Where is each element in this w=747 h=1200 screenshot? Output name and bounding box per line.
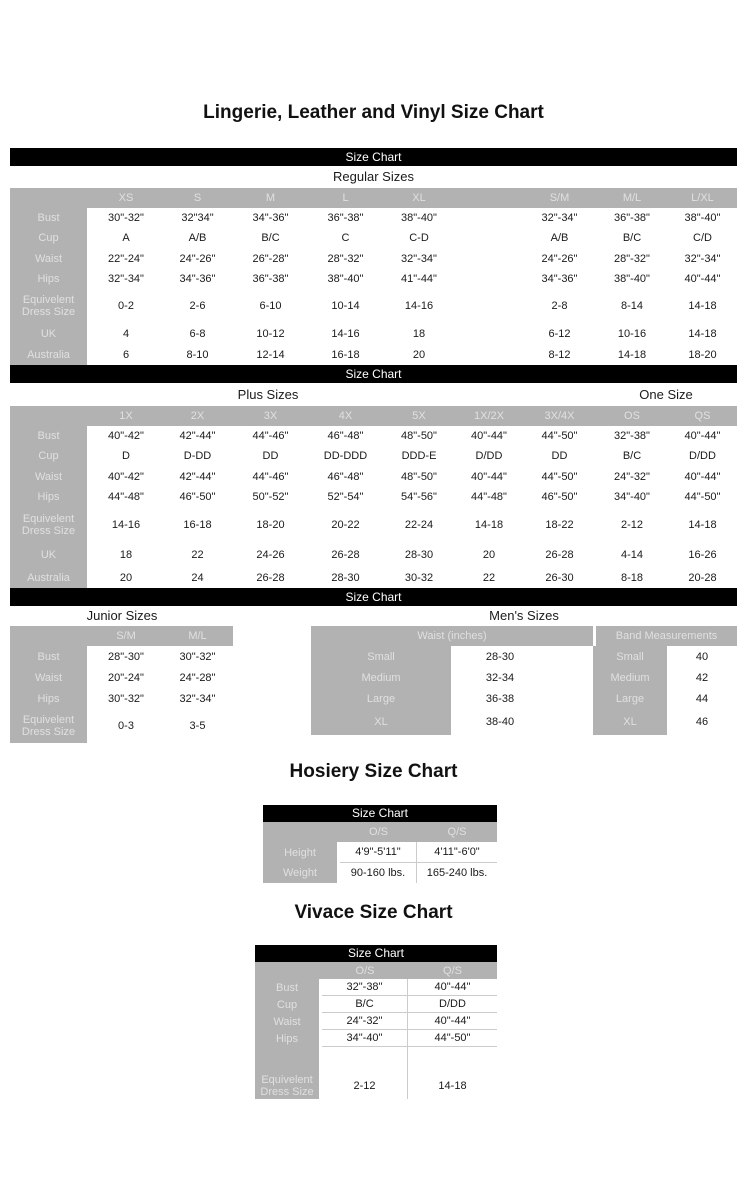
band-size-label: Large bbox=[593, 688, 667, 709]
table-cell: 40"-44" bbox=[408, 1013, 497, 1030]
table-cell: 52"-54" bbox=[308, 487, 383, 507]
junior-mens-row bbox=[10, 626, 737, 743]
column-header: 1X bbox=[90, 406, 162, 426]
table-cell: 32"-34" bbox=[383, 248, 455, 269]
table-cell: 22 bbox=[455, 567, 523, 588]
table-cell: 34"-36" bbox=[523, 269, 596, 289]
band-measurements-header: Band Measurements bbox=[593, 626, 737, 646]
spacer-cell bbox=[455, 344, 523, 365]
table-cell: A/B bbox=[162, 228, 233, 248]
table-cell: 14-16 bbox=[90, 507, 162, 543]
header-row bbox=[263, 822, 497, 842]
table-cell: 14-18 bbox=[668, 289, 737, 323]
table-cell: 6-10 bbox=[233, 289, 308, 323]
table-cell: 22"-24" bbox=[90, 248, 162, 269]
table-cell: 28-30 bbox=[308, 567, 383, 588]
table-cell: 28"-32" bbox=[596, 248, 668, 269]
table-cell: 18 bbox=[90, 543, 162, 567]
table-cell: 44"-48" bbox=[455, 487, 523, 507]
size-chart-bar: Size Chart bbox=[255, 945, 497, 962]
spacer-cell bbox=[455, 269, 523, 289]
one-size-caption: One Size bbox=[639, 387, 693, 402]
table-row bbox=[10, 426, 737, 446]
header-row bbox=[10, 188, 737, 208]
row-label: Hips bbox=[10, 688, 90, 709]
table-cell: 42"-44" bbox=[162, 426, 233, 446]
table-cell: B/C bbox=[596, 446, 668, 466]
table-cell: 44"-50" bbox=[523, 426, 596, 446]
table-cell: 8-18 bbox=[596, 567, 668, 588]
column-header: QS bbox=[668, 406, 737, 426]
table-cell: 44"-48" bbox=[90, 487, 162, 507]
table-cell: DD bbox=[523, 446, 596, 466]
table-cell: 32"-34" bbox=[90, 269, 162, 289]
junior-sizes-caption: Junior Sizes bbox=[86, 608, 158, 623]
row-label: Equivelent Dress Size bbox=[10, 709, 90, 743]
table-cell: 50"-52" bbox=[233, 487, 308, 507]
table-cell: 24"-32" bbox=[596, 466, 668, 487]
table-cell: 4 bbox=[90, 323, 162, 344]
waist-value-cell: 38-40 bbox=[451, 709, 549, 735]
size-chart-bar: Size Chart bbox=[10, 148, 737, 166]
spacer-cell bbox=[549, 646, 593, 667]
spacer-cell bbox=[455, 323, 523, 344]
regular-sizes-caption: Regular Sizes bbox=[333, 169, 414, 184]
column-header: OS bbox=[596, 406, 668, 426]
table-row bbox=[255, 1073, 497, 1099]
table-cell: 20-22 bbox=[308, 507, 383, 543]
table-cell: 46"-48" bbox=[308, 426, 383, 446]
table-cell: 165-240 lbs. bbox=[417, 863, 497, 883]
table-cell: 18-22 bbox=[523, 507, 596, 543]
table-cell: 20 bbox=[383, 344, 455, 365]
table-row bbox=[255, 979, 497, 996]
table-cell: 6-12 bbox=[523, 323, 596, 344]
table-cell: 48"-50" bbox=[383, 426, 455, 446]
table-cell: 26-28 bbox=[308, 543, 383, 567]
table-row bbox=[10, 446, 737, 466]
page-title: Lingerie, Leather and Vinyl Size Chart bbox=[203, 102, 544, 123]
column-header: 3X bbox=[233, 406, 308, 426]
table-cell: 38"-40" bbox=[308, 269, 383, 289]
table-cell: 44"-50" bbox=[523, 466, 596, 487]
table-cell: 34"-40" bbox=[596, 487, 668, 507]
table-cell: A/B bbox=[523, 228, 596, 248]
table-cell: 28"-30" bbox=[90, 646, 162, 667]
table-cell: 32"-34" bbox=[162, 688, 233, 709]
table-cell: 40"-42" bbox=[90, 426, 162, 446]
table-cell: 44"-50" bbox=[668, 487, 737, 507]
table-cell: 28"-32" bbox=[308, 248, 383, 269]
waist-inches-header: Waist (inches) bbox=[311, 626, 593, 646]
table-cell: 2-6 bbox=[162, 289, 233, 323]
band-value-cell: 42 bbox=[667, 667, 737, 688]
row-label: Hips bbox=[10, 269, 90, 289]
spacer-cell bbox=[455, 208, 523, 228]
table-cell: C bbox=[308, 228, 383, 248]
table-cell: 22-24 bbox=[383, 507, 455, 543]
spacer-cell bbox=[322, 1047, 408, 1073]
waist-value-cell: 28-30 bbox=[451, 646, 549, 667]
table-cell: 40"-42" bbox=[90, 466, 162, 487]
hosiery-table bbox=[263, 822, 497, 883]
table-cell: 14-18 bbox=[596, 344, 668, 365]
table-cell: 46"-50" bbox=[523, 487, 596, 507]
table-cell: 10-14 bbox=[308, 289, 383, 323]
table-cell: 41"-44" bbox=[383, 269, 455, 289]
table-cell: 46"-48" bbox=[308, 466, 383, 487]
header-row bbox=[10, 406, 737, 426]
table-cell: DDD-E bbox=[383, 446, 455, 466]
table-cell: 16-26 bbox=[668, 543, 737, 567]
table-cell: 28-30 bbox=[383, 543, 455, 567]
band-size-label: Medium bbox=[593, 667, 667, 688]
table-cell: D bbox=[90, 446, 162, 466]
row-label: Bust bbox=[10, 646, 90, 667]
table-cell: 14-16 bbox=[383, 289, 455, 323]
table-cell: 2-12 bbox=[596, 507, 668, 543]
corner-cell bbox=[10, 406, 90, 426]
table-cell: 22 bbox=[162, 543, 233, 567]
mens-sizes-table bbox=[311, 626, 737, 735]
table-cell: 24"-26" bbox=[162, 248, 233, 269]
column-header: S/M bbox=[523, 188, 596, 208]
table-cell: D/DD bbox=[455, 446, 523, 466]
table-cell: 54"-56" bbox=[383, 487, 455, 507]
table-cell: 24-26 bbox=[233, 543, 308, 567]
row-label: Waist bbox=[10, 466, 90, 487]
table-cell: 44"-46" bbox=[233, 426, 308, 446]
table-row bbox=[10, 228, 737, 248]
table-cell: 30-32 bbox=[383, 567, 455, 588]
table-row bbox=[311, 688, 737, 709]
column-header: M bbox=[233, 188, 308, 208]
table-cell: 42"-44" bbox=[162, 466, 233, 487]
regular-sizes-table bbox=[10, 188, 737, 365]
table-cell: 32"-34" bbox=[668, 248, 737, 269]
header-row bbox=[10, 626, 233, 646]
junior-sizes-table bbox=[10, 626, 233, 743]
vivace-title: Vivace Size Chart bbox=[294, 902, 453, 923]
table-cell: 40"-44" bbox=[668, 466, 737, 487]
column-header: 4X bbox=[308, 406, 383, 426]
lingerie-size-chart-section bbox=[10, 148, 737, 743]
table-cell: 14-16 bbox=[308, 323, 383, 344]
table-cell: 38"-40" bbox=[668, 208, 737, 228]
table-cell: 26-30 bbox=[523, 567, 596, 588]
table-cell: D/DD bbox=[408, 996, 497, 1013]
spacer-row bbox=[255, 1047, 497, 1073]
table-row bbox=[10, 208, 737, 228]
table-cell: 14-18 bbox=[668, 323, 737, 344]
table-cell: 30"-32" bbox=[90, 208, 162, 228]
table-row bbox=[311, 646, 737, 667]
row-label: Australia bbox=[10, 567, 90, 588]
row-label: Hips bbox=[10, 487, 90, 507]
spacer-header-cell bbox=[455, 188, 523, 208]
row-label: UK bbox=[10, 323, 90, 344]
table-row bbox=[263, 863, 497, 883]
table-row bbox=[255, 1013, 497, 1030]
waist-size-label: XL bbox=[311, 709, 451, 735]
table-cell: 40"-44" bbox=[455, 466, 523, 487]
spacer-cell bbox=[455, 248, 523, 269]
table-cell: 20"-24" bbox=[90, 667, 162, 688]
table-cell: 8-14 bbox=[596, 289, 668, 323]
band-value-cell: 40 bbox=[667, 646, 737, 667]
spacer-cell bbox=[455, 228, 523, 248]
junior-sizes-box bbox=[10, 626, 233, 743]
table-cell: 0-3 bbox=[90, 709, 162, 743]
table-cell: B/C bbox=[322, 996, 408, 1013]
row-label: Height bbox=[263, 842, 340, 863]
table-cell: 48"-50" bbox=[383, 466, 455, 487]
table-row bbox=[263, 842, 497, 863]
band-size-label: Small bbox=[593, 646, 667, 667]
row-label: Bust bbox=[10, 426, 90, 446]
waist-size-label: Medium bbox=[311, 667, 451, 688]
table-cell: 24"-28" bbox=[162, 667, 233, 688]
table-cell: C/D bbox=[668, 228, 737, 248]
row-label: Cup bbox=[10, 446, 90, 466]
table-row bbox=[10, 709, 233, 743]
table-cell: D/DD bbox=[668, 446, 737, 466]
table-cell: 18-20 bbox=[668, 344, 737, 365]
table-row bbox=[10, 543, 737, 567]
row-label: Cup bbox=[255, 996, 322, 1013]
table-cell: 14-18 bbox=[455, 507, 523, 543]
table-row bbox=[311, 667, 737, 688]
table-cell: 3-5 bbox=[162, 709, 233, 743]
table-row bbox=[10, 688, 233, 709]
column-header: Q/S bbox=[417, 822, 497, 842]
band-value-cell: 44 bbox=[667, 688, 737, 709]
table-row bbox=[10, 248, 737, 269]
table-row bbox=[10, 323, 737, 344]
column-header: XS bbox=[90, 188, 162, 208]
table-cell: 38"-40" bbox=[383, 208, 455, 228]
table-cell: 2-12 bbox=[322, 1073, 408, 1099]
table-cell: 18 bbox=[383, 323, 455, 344]
corner-cell bbox=[10, 626, 90, 646]
table-row bbox=[10, 487, 737, 507]
header-row bbox=[311, 626, 737, 646]
junior-mens-caption-row bbox=[10, 606, 737, 626]
band-size-label: XL bbox=[593, 709, 667, 735]
table-row bbox=[255, 1030, 497, 1047]
table-cell: B/C bbox=[233, 228, 308, 248]
row-label: Australia bbox=[10, 344, 90, 365]
corner-cell bbox=[263, 822, 340, 842]
table-cell: 24 bbox=[162, 567, 233, 588]
column-header: O/S bbox=[322, 962, 408, 979]
plus-sizes-table bbox=[10, 406, 737, 588]
table-cell: 36"-38" bbox=[233, 269, 308, 289]
table-cell: 6 bbox=[90, 344, 162, 365]
row-label: Equivelent Dress Size bbox=[10, 507, 90, 543]
table-cell: 14-18 bbox=[668, 507, 737, 543]
corner-cell bbox=[10, 188, 90, 208]
vivace-section bbox=[255, 945, 497, 1099]
table-cell: 40"-44" bbox=[408, 979, 497, 996]
table-cell: 4'11"-6'0" bbox=[417, 842, 497, 863]
table-cell: 20 bbox=[455, 543, 523, 567]
plus-sizes-caption: Plus Sizes bbox=[237, 387, 299, 402]
mens-sizes-caption: Men's Sizes bbox=[489, 608, 559, 623]
row-label: Equivelent Dress Size bbox=[255, 1073, 322, 1099]
table-row bbox=[10, 567, 737, 588]
waist-size-label: Small bbox=[311, 646, 451, 667]
table-row bbox=[10, 667, 233, 688]
table-cell: 40"-44" bbox=[455, 426, 523, 446]
waist-size-label: Large bbox=[311, 688, 451, 709]
table-cell: 36"-38" bbox=[596, 208, 668, 228]
table-cell: DD-DDD bbox=[308, 446, 383, 466]
column-header: 5X bbox=[383, 406, 455, 426]
table-cell: 34"-36" bbox=[233, 208, 308, 228]
table-cell: 20 bbox=[90, 567, 162, 588]
table-cell: 2-8 bbox=[523, 289, 596, 323]
table-cell: 30"-32" bbox=[90, 688, 162, 709]
row-label: Bust bbox=[255, 979, 322, 996]
table-cell: 34"-36" bbox=[162, 269, 233, 289]
table-cell: 46"-50" bbox=[162, 487, 233, 507]
table-cell: 12-14 bbox=[233, 344, 308, 365]
table-cell: 4-14 bbox=[596, 543, 668, 567]
table-cell: 44"-46" bbox=[233, 466, 308, 487]
table-cell: 10-12 bbox=[233, 323, 308, 344]
table-row bbox=[10, 344, 737, 365]
table-row bbox=[10, 269, 737, 289]
table-cell: 38"-40" bbox=[596, 269, 668, 289]
table-row bbox=[311, 709, 737, 735]
table-cell: 14-18 bbox=[408, 1073, 497, 1099]
table-cell: 16-18 bbox=[162, 507, 233, 543]
vivace-table bbox=[255, 962, 497, 1099]
row-label: UK bbox=[10, 543, 90, 567]
size-chart-bar: Size Chart bbox=[263, 805, 497, 822]
table-cell: 24"-32" bbox=[322, 1013, 408, 1030]
table-cell: 10-16 bbox=[596, 323, 668, 344]
table-cell: 8-10 bbox=[162, 344, 233, 365]
column-header: Q/S bbox=[408, 962, 497, 979]
mens-sizes-box bbox=[311, 626, 737, 735]
table-cell: 18-20 bbox=[233, 507, 308, 543]
table-row bbox=[10, 646, 233, 667]
table-cell: DD bbox=[233, 446, 308, 466]
table-cell: 32"-34" bbox=[523, 208, 596, 228]
header-row bbox=[255, 962, 497, 979]
spacer-label-cell bbox=[255, 1047, 322, 1073]
hosiery-section bbox=[263, 805, 497, 883]
column-header: XL bbox=[383, 188, 455, 208]
row-label: Waist bbox=[10, 667, 90, 688]
table-cell: 90-160 lbs. bbox=[340, 863, 417, 883]
spacer-cell bbox=[549, 709, 593, 735]
column-header: M/L bbox=[596, 188, 668, 208]
corner-cell bbox=[255, 962, 322, 979]
column-header: M/L bbox=[162, 626, 233, 646]
table-row bbox=[10, 466, 737, 487]
row-label: Weight bbox=[263, 863, 340, 883]
plus-sizes-caption-row bbox=[10, 383, 737, 406]
column-header: L/XL bbox=[668, 188, 737, 208]
table-cell: A bbox=[90, 228, 162, 248]
table-cell: 32"-38" bbox=[596, 426, 668, 446]
waist-value-cell: 32-34 bbox=[451, 667, 549, 688]
row-label: Waist bbox=[10, 248, 90, 269]
table-cell: 26-28 bbox=[233, 567, 308, 588]
table-cell: 8-12 bbox=[523, 344, 596, 365]
table-cell: 44"-50" bbox=[408, 1030, 497, 1047]
table-cell: 26"-28" bbox=[233, 248, 308, 269]
column-header: 1X/2X bbox=[455, 406, 523, 426]
column-header: 2X bbox=[162, 406, 233, 426]
row-label: Equivelent Dress Size bbox=[10, 289, 90, 323]
spacer-cell bbox=[549, 667, 593, 688]
column-header: 3X/4X bbox=[523, 406, 596, 426]
table-cell: 16-18 bbox=[308, 344, 383, 365]
table-cell: B/C bbox=[596, 228, 668, 248]
column-header: S bbox=[162, 188, 233, 208]
spacer-cell bbox=[408, 1047, 497, 1073]
size-chart-bar: Size Chart bbox=[10, 588, 737, 606]
row-label: Hips bbox=[255, 1030, 322, 1047]
table-cell: 40"-44" bbox=[668, 269, 737, 289]
row-label: Cup bbox=[10, 228, 90, 248]
table-row bbox=[10, 507, 737, 543]
spacer-cell bbox=[455, 289, 523, 323]
table-cell: 6-8 bbox=[162, 323, 233, 344]
column-header: S/M bbox=[90, 626, 162, 646]
hosiery-title: Hosiery Size Chart bbox=[289, 761, 458, 782]
table-cell: 0-2 bbox=[90, 289, 162, 323]
row-label: Waist bbox=[255, 1013, 322, 1030]
table-cell: C-D bbox=[383, 228, 455, 248]
table-cell: 30"-32" bbox=[162, 646, 233, 667]
table-row bbox=[255, 996, 497, 1013]
spacer-cell bbox=[549, 688, 593, 709]
table-cell: 4'9"-5'11" bbox=[340, 842, 417, 863]
column-header: L bbox=[308, 188, 383, 208]
band-value-cell: 46 bbox=[667, 709, 737, 735]
table-cell: 40"-44" bbox=[668, 426, 737, 446]
table-cell: 20-28 bbox=[668, 567, 737, 588]
size-chart-bar: Size Chart bbox=[10, 365, 737, 383]
table-cell: 24"-26" bbox=[523, 248, 596, 269]
column-header: O/S bbox=[340, 822, 417, 842]
table-cell: D-DD bbox=[162, 446, 233, 466]
waist-value-cell: 36-38 bbox=[451, 688, 549, 709]
table-row bbox=[10, 289, 737, 323]
table-cell: 32"34" bbox=[162, 208, 233, 228]
table-cell: 36"-38" bbox=[308, 208, 383, 228]
table-cell: 32"-38" bbox=[322, 979, 408, 996]
row-label: Bust bbox=[10, 208, 90, 228]
table-cell: 34"-40" bbox=[322, 1030, 408, 1047]
table-cell: 26-28 bbox=[523, 543, 596, 567]
